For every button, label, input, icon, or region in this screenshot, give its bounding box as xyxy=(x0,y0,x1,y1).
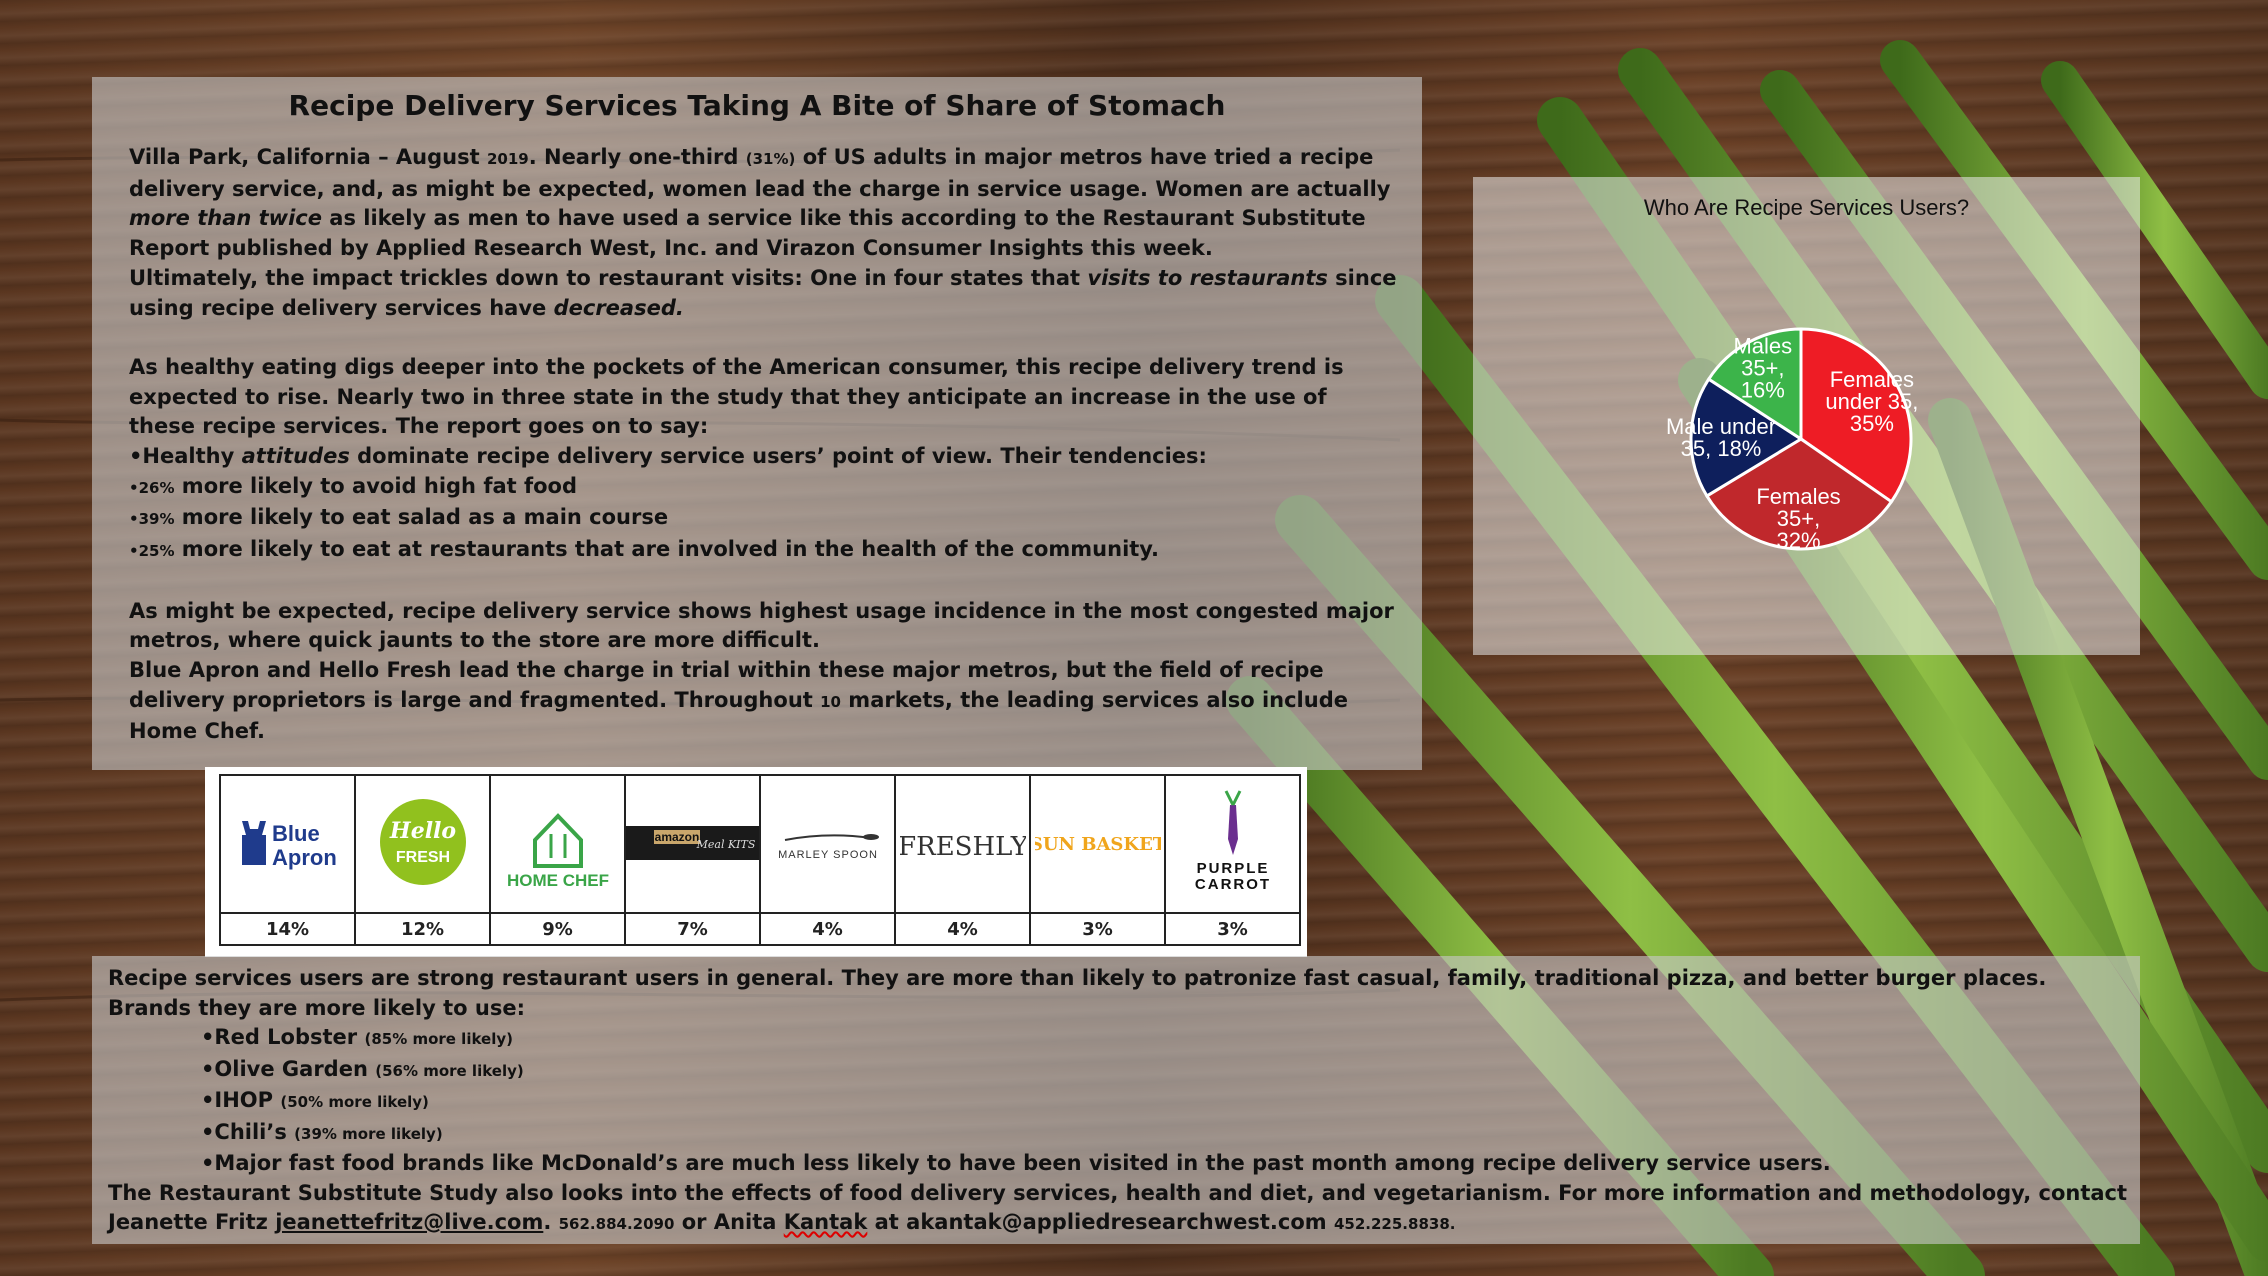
brand-logo-purple-carrot xyxy=(1165,775,1300,913)
bullet-text: more likely to avoid high fat food xyxy=(174,473,577,498)
tendency-bullet xyxy=(129,503,1399,535)
impact-paragraph xyxy=(129,264,1399,323)
brand-share-cell: 3% xyxy=(1165,913,1300,945)
logo-text: HOME CHEF xyxy=(506,871,609,890)
brand-share-cell: 7% xyxy=(625,913,760,945)
pie-label-females-under-35: Females under 35, 35% xyxy=(1825,366,1919,436)
contact-text: . xyxy=(543,1210,559,1234)
brand-logo-home-chef xyxy=(490,775,625,913)
phone-number: 562.884.2090 xyxy=(558,1215,675,1233)
tendency-bullet xyxy=(129,535,1399,567)
bullet-text: more likely to eat at restaurants that are involved in the health of the community. xyxy=(174,537,1160,562)
logo-text: Hello xyxy=(389,818,456,844)
logo-text: CARROT xyxy=(1194,876,1271,893)
bullet-text: •IHOP xyxy=(201,1088,281,1112)
pie-label-females-35-plus: Females 35+, 32% xyxy=(1756,483,1841,553)
contact-text: Jeanette Fritz xyxy=(108,1210,276,1234)
brand-logo-freshly xyxy=(895,775,1030,913)
bullet-detail: (85% more likely) xyxy=(364,1030,513,1048)
intro-percent: (31%) xyxy=(745,150,796,168)
logo-text: amazon xyxy=(654,830,700,844)
pie-chart xyxy=(1473,177,2140,655)
impact-text: Ultimately, the impact trickles down to restaurant visits: One in four states that xyxy=(129,265,1088,290)
intro-year: 2019 xyxy=(486,150,529,168)
brand-logo-table xyxy=(205,767,1307,957)
bullet-text: dominate recipe delivery service users’ point of view. Their tendencies: xyxy=(349,444,1207,469)
logo-text: MARLEY SPOON xyxy=(777,849,878,861)
impact-emphasis: visits to restaurants xyxy=(1087,265,1328,290)
study-paragraph: The Restaurant Substitute Study also looks into the effects of food delivery services, health and diet, and vegetarianism. For more information and methodology, contact xyxy=(108,1180,2128,1205)
bullet-text: •Healthy xyxy=(129,444,242,469)
bullet-percent: •39% xyxy=(129,510,175,529)
bullet-emphasis: attitudes xyxy=(241,444,350,469)
article-body xyxy=(129,143,1399,747)
brands-paragraph xyxy=(129,656,1399,747)
intro-text: of US adults in major metros have tried a recipe delivery service, and, as might be expected, women lead the charge in service usage. Women are actually xyxy=(129,145,1391,201)
logo-text: FRESHLY xyxy=(899,832,1026,862)
brand-logo-amazon-meal-kits xyxy=(625,775,760,913)
logo-text: Blue xyxy=(271,821,320,846)
brands-text: Blue Apron and Hello Fresh lead the charge in trial within these major metros, but the field of recipe delivery proprietors is large and fragmented. Throughout xyxy=(129,657,1324,712)
bullet-text: more likely to eat salad as a main course xyxy=(174,505,669,530)
logo-text: SUN BASKET xyxy=(1034,834,1161,855)
bullet-text: •Chili’s xyxy=(201,1119,295,1144)
pie-label-males-35-plus: Males 35+, 16% xyxy=(1733,333,1793,403)
trend-paragraph: As healthy eating digs deeper into the pockets of the American consumer, this recipe delivery trend is expected to rise. Nearly two in three state in the study that they anticipate an increase in the use of these recipe services. The report goes on to say: xyxy=(129,354,1344,439)
brand-share-cell: 4% xyxy=(895,913,1030,945)
brand-share-cell: 3% xyxy=(1030,913,1165,945)
brand-share-cell: 12% xyxy=(355,913,490,945)
brand-logo-hello-fresh xyxy=(355,775,490,913)
brands-text: markets, the leading services also include Home Chef. xyxy=(129,687,1348,744)
brand-share-cell: 4% xyxy=(760,913,895,945)
usage-paragraph: Recipe services users are strong restaurant users in general. They are more than likely to patronize fast casual, family, traditional pizza, and better burger places. Brands they are more likely to use: xyxy=(108,966,2047,1020)
pie-chart-panel xyxy=(1473,177,2140,655)
email-link[interactable]: jeanettefritz@live.com xyxy=(275,1210,544,1234)
tendency-bullet xyxy=(129,472,1399,504)
intro-text: . Nearly one-third xyxy=(528,145,746,169)
logo-text: Apron xyxy=(271,845,337,870)
brand-bullet xyxy=(108,1086,2128,1118)
logo-text: FRESH xyxy=(395,849,450,866)
bullet-detail: (56% more likely) xyxy=(375,1061,524,1080)
bullet-text: •Red Lobster xyxy=(201,1025,365,1049)
brand-logo-blue-apron xyxy=(220,775,355,913)
bullet-percent: •25% xyxy=(129,542,175,561)
logo-text: PURPLE xyxy=(1196,860,1269,877)
impact-text: since using recipe delivery services have xyxy=(129,265,1397,320)
pie-label-male-under-35: Male under 35, 18% xyxy=(1665,413,1777,461)
page-title: Recipe Delivery Services Taking A Bite of Share of Stomach xyxy=(288,89,1226,122)
article-panel xyxy=(92,77,1422,770)
restaurant-usage-panel xyxy=(92,956,2140,1244)
brand-share-cell: 14% xyxy=(220,913,355,945)
brand-logo-sun-basket xyxy=(1030,775,1165,913)
phone-number: 452.225.8838. xyxy=(1333,1215,1456,1233)
bullet-detail: (39% more likely) xyxy=(294,1124,443,1143)
intro-text: as likely as men to have used a service like this according to the Restaurant Substitute Report published by Applied Research West, Inc. and Virazon Consumer Insights this week. xyxy=(129,206,1366,261)
contact-line xyxy=(108,1208,2128,1240)
brand-bullet xyxy=(108,1055,2128,1087)
contact-name: Kantak xyxy=(783,1210,868,1234)
chart-title: Who Are Recipe Services Users? xyxy=(1643,195,1970,220)
bullet-text: •Olive Garden xyxy=(201,1056,376,1081)
brand-bullet xyxy=(108,1023,2128,1055)
tendency-bullet xyxy=(129,442,1399,472)
contact-text: or Anita xyxy=(674,1210,784,1234)
brand-bullet xyxy=(108,1118,2128,1150)
bullet-detail: (50% more likely) xyxy=(280,1093,429,1111)
bullet-percent: •26% xyxy=(129,478,175,497)
impact-emphasis: decreased. xyxy=(553,295,684,320)
intro-paragraph xyxy=(129,143,1399,264)
brand-share-cell: 9% xyxy=(490,913,625,945)
brand-bullet: •Major fast food brands like McDonald’s are much less likely to have been visited in the past month among recipe delivery service users. xyxy=(201,1151,1831,1175)
contact-text: at akantak@appliedresearchwest.com xyxy=(867,1210,1334,1234)
restaurant-usage-body xyxy=(108,964,2128,1240)
markets-count: 10 xyxy=(820,692,841,711)
metros-paragraph: As might be expected, recipe delivery service shows highest usage incidence in the most congested major metros, where quick jaunts to the store are more difficult. xyxy=(129,598,1394,653)
logo-text: Meal KITS xyxy=(696,838,756,851)
intro-emphasis: more than twice xyxy=(129,206,322,231)
brand-logo-marley-spoon xyxy=(760,775,895,913)
intro-text: Villa Park, California – August xyxy=(129,145,487,169)
